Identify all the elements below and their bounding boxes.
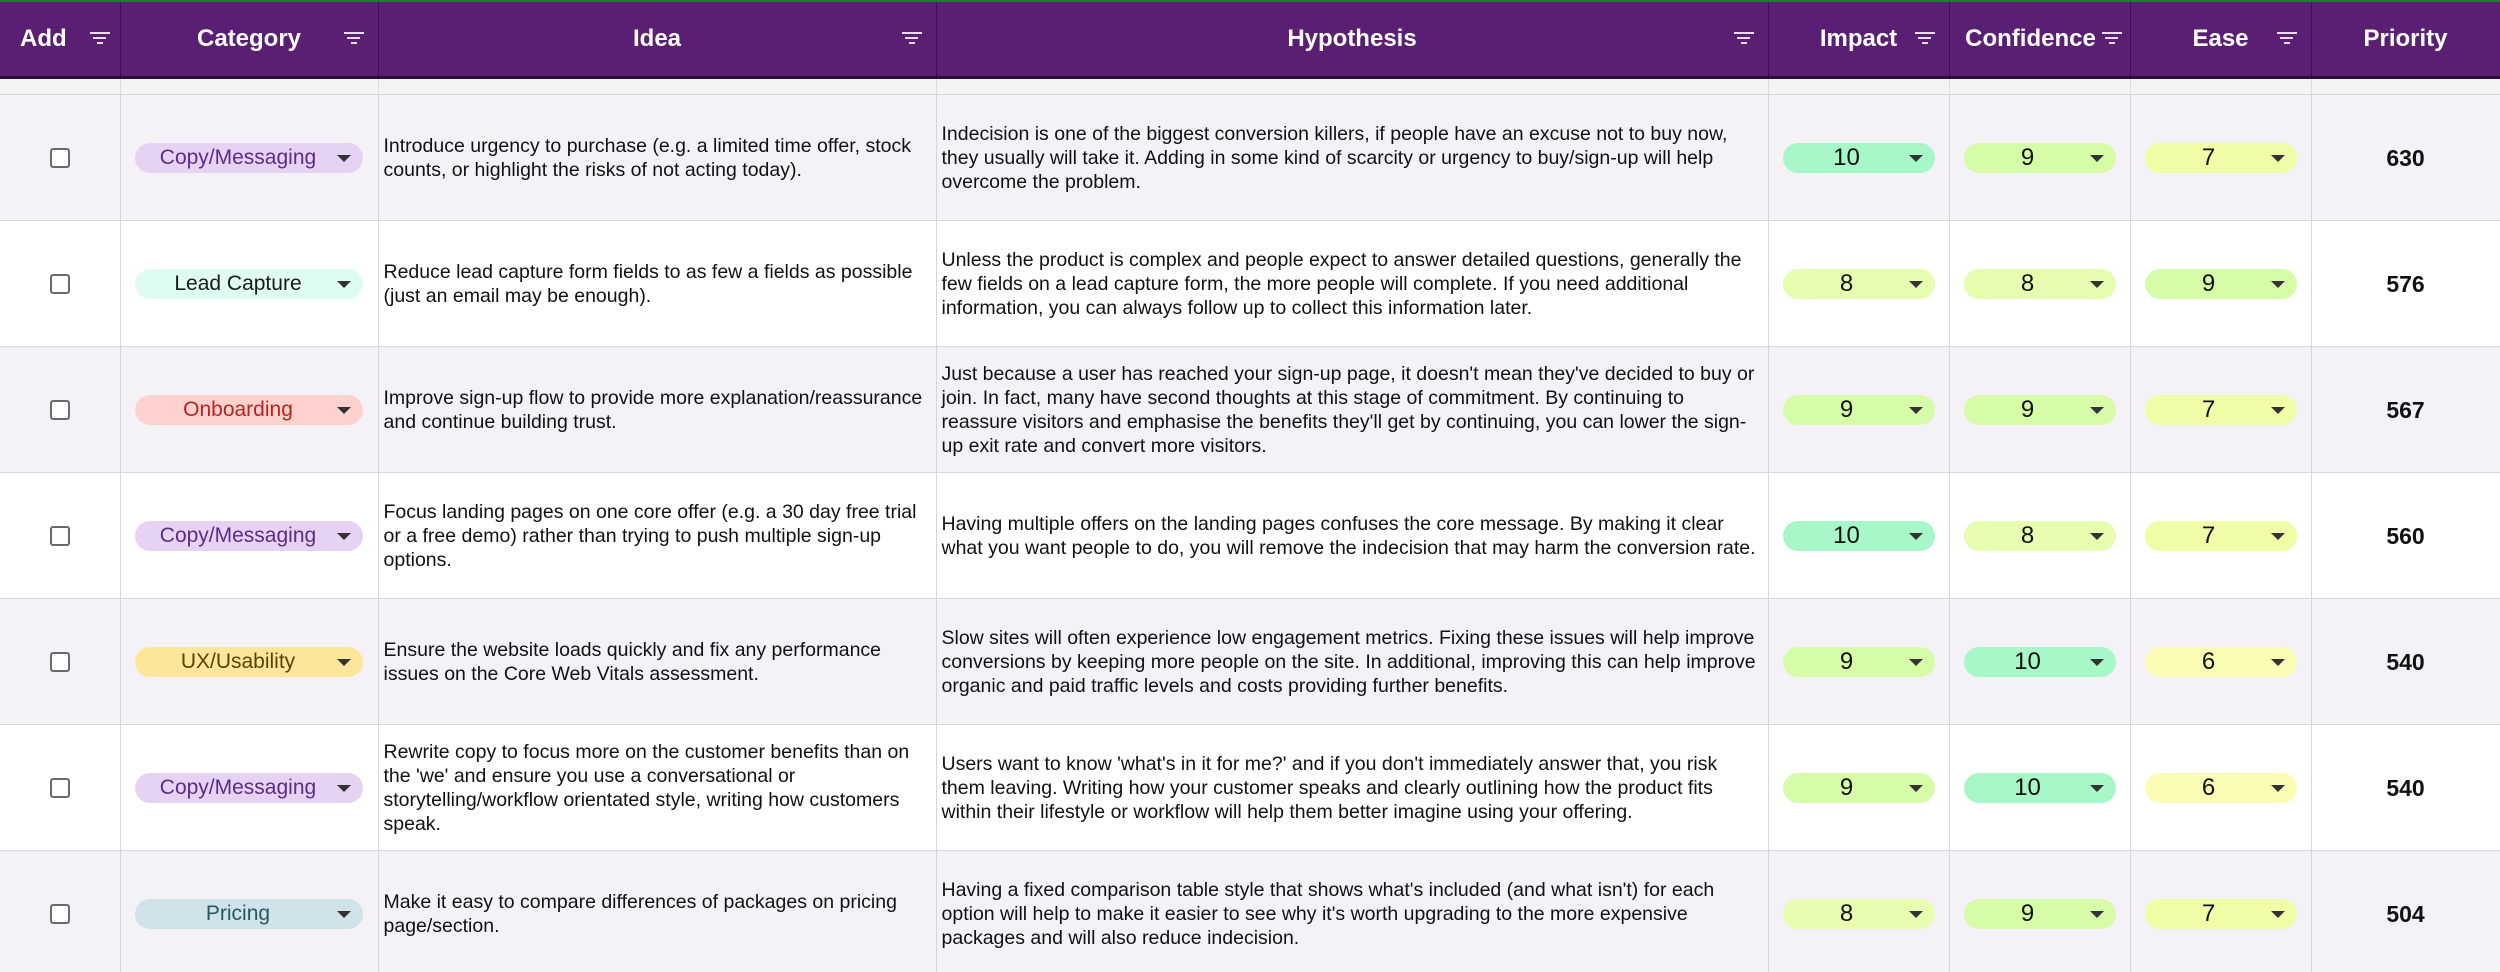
ease-value: 9 [2201, 269, 2216, 297]
chevron-down-icon [2271, 407, 2285, 414]
confidence-value: 10 [2014, 773, 2041, 801]
category-cell [120, 347, 378, 473]
add-checkbox[interactable] [50, 526, 70, 546]
hypothesis-cell[interactable] [936, 599, 1768, 725]
impact-dropdown[interactable] [1783, 521, 1935, 551]
add-cell [0, 473, 120, 599]
chevron-down-icon [2090, 155, 2104, 162]
add-cell [0, 725, 120, 851]
filter-icon[interactable] [1915, 32, 1935, 46]
priority-value: 504 [2386, 900, 2425, 927]
header-category-label: Category [196, 25, 302, 52]
chevron-down-icon [2271, 785, 2285, 792]
impact-value: 10 [1833, 521, 1860, 549]
category-label: Copy/Messaging [159, 775, 317, 799]
confidence-value: 8 [2020, 269, 2035, 297]
category-cell [120, 725, 378, 851]
confidence-cell [1949, 95, 2130, 221]
ease-dropdown[interactable] [2145, 395, 2297, 425]
hypothesis-cell[interactable] [936, 725, 1768, 851]
hypothesis-text: Slow sites will often experience low engagement metrics. Fixing these issues will help improve conversions by keeping more people on the site. In additional, improving this can help improve organic and paid traffic levels and costs providing further benefits. [941, 626, 1756, 697]
chevron-down-icon [2271, 155, 2285, 162]
header-hypothesis[interactable] [936, 2, 1768, 78]
chevron-down-icon [2090, 407, 2104, 414]
header-row [0, 2, 2500, 78]
confidence-dropdown[interactable] [1964, 899, 2116, 929]
chevron-down-icon [2090, 281, 2104, 288]
priority-cell [2311, 851, 2500, 972]
impact-dropdown[interactable] [1783, 899, 1935, 929]
header-confidence-label: Confidence [1965, 25, 2096, 52]
chevron-down-icon [2271, 659, 2285, 666]
confidence-cell [1949, 473, 2130, 599]
confidence-cell [1949, 725, 2130, 851]
ease-value: 7 [2201, 521, 2216, 549]
add-cell [0, 95, 120, 221]
ease-cell [2130, 473, 2311, 599]
idea-cell[interactable] [378, 95, 936, 221]
chevron-down-icon [1909, 659, 1923, 666]
chevron-down-icon [337, 533, 351, 540]
hypothesis-text: Users want to know 'what's in it for me?' and if you don't immediately answer that, you risk them leaving. Writing how your customer speaks and clearly outlining how the product fits within their lifestyle or workflow will help them better imagine using your offering. [941, 752, 1718, 823]
hypothesis-text: Indecision is one of the biggest conversion killers, if people have an excuse not to buy now, they usually will take it. Adding in some kind of scarcity or urgency to buy/sign-up will help overcome the problem. [941, 122, 1728, 193]
chevron-down-icon [1909, 533, 1923, 540]
hypothesis-cell[interactable] [936, 95, 1768, 221]
impact-value: 9 [1839, 647, 1854, 675]
table-row [0, 347, 2500, 473]
priority-value: 560 [2386, 522, 2425, 549]
idea-text: Focus landing pages on one core offer (e.g. a 30 day free trial or a free demo) rather than trying to push multiple sign-up options. [383, 500, 917, 571]
add-checkbox[interactable] [50, 274, 70, 294]
category-cell [120, 599, 378, 725]
header-idea[interactable] [378, 2, 936, 78]
chevron-down-icon [337, 659, 351, 666]
header-add-label: Add [20, 25, 67, 52]
ease-dropdown[interactable] [2145, 521, 2297, 551]
table-row [0, 851, 2500, 972]
idea-cell[interactable] [378, 221, 936, 347]
impact-cell [1768, 473, 1949, 599]
priority-value: 576 [2386, 270, 2425, 297]
filter-icon[interactable] [2102, 32, 2122, 46]
hypothesis-text: Having multiple offers on the landing pages confuses the core message. By making it clear what you want people to do, you will remove the indecision that may harm the conversion rate. [941, 512, 1756, 559]
header-impact[interactable] [1768, 2, 1949, 78]
impact-dropdown[interactable] [1783, 647, 1935, 677]
impact-value: 8 [1839, 899, 1854, 927]
chevron-down-icon [2271, 533, 2285, 540]
confidence-value: 10 [2014, 647, 2041, 675]
ease-dropdown[interactable] [2145, 899, 2297, 929]
category-label: UX/Usability [180, 649, 296, 673]
chevron-down-icon [1909, 155, 1923, 162]
chevron-down-icon [337, 155, 351, 162]
ideas-table [0, 2, 2500, 972]
add-cell [0, 599, 120, 725]
hypothesis-cell[interactable] [936, 347, 1768, 473]
chevron-down-icon [1909, 281, 1923, 288]
ease-dropdown[interactable] [2145, 647, 2297, 677]
ease-dropdown[interactable] [2145, 773, 2297, 803]
ease-value: 7 [2201, 395, 2216, 423]
table-row [0, 725, 2500, 851]
priority-cell [2311, 347, 2500, 473]
confidence-cell [1949, 221, 2130, 347]
chevron-down-icon [337, 911, 351, 918]
idea-cell[interactable] [378, 851, 936, 972]
category-dropdown[interactable] [135, 143, 363, 173]
priority-cell [2311, 725, 2500, 851]
ease-value: 7 [2201, 899, 2216, 927]
category-dropdown[interactable] [135, 521, 363, 551]
chevron-down-icon [1909, 911, 1923, 918]
confidence-cell [1949, 599, 2130, 725]
idea-text: Reduce lead capture form fields to as few a fields as possible (just an email may be enough). [383, 260, 913, 307]
category-dropdown[interactable] [135, 269, 363, 299]
confidence-value: 9 [2020, 143, 2035, 171]
chevron-down-icon [2271, 911, 2285, 918]
priority-cell [2311, 473, 2500, 599]
filter-icon[interactable] [2277, 32, 2297, 46]
confidence-dropdown[interactable] [1964, 521, 2116, 551]
impact-dropdown[interactable] [1783, 143, 1935, 173]
confidence-value: 8 [2020, 521, 2035, 549]
table-row [0, 95, 2500, 221]
hypothesis-cell[interactable] [936, 851, 1768, 972]
spacer-row [0, 78, 2500, 95]
idea-text: Make it easy to compare differences of packages on pricing page/section. [383, 890, 897, 937]
confidence-cell [1949, 347, 2130, 473]
ease-cell [2130, 725, 2311, 851]
impact-value: 10 [1833, 143, 1860, 171]
chevron-down-icon [2090, 785, 2104, 792]
add-checkbox[interactable] [50, 148, 70, 168]
priority-value: 540 [2386, 648, 2425, 675]
header-priority-label: Priority [2363, 25, 2448, 52]
add-checkbox[interactable] [50, 778, 70, 798]
chevron-down-icon [337, 281, 351, 288]
impact-cell [1768, 95, 1949, 221]
category-cell [120, 851, 378, 972]
ease-value: 6 [2201, 647, 2216, 675]
filter-icon[interactable] [902, 32, 922, 46]
header-add[interactable] [0, 2, 120, 78]
category-cell [120, 95, 378, 221]
ease-cell [2130, 347, 2311, 473]
table-row [0, 221, 2500, 347]
ease-dropdown[interactable] [2145, 269, 2297, 299]
table-row [0, 473, 2500, 599]
add-cell [0, 851, 120, 972]
idea-text: Improve sign-up flow to provide more explanation/reassurance and continue building trust. [383, 386, 923, 433]
chevron-down-icon [2271, 281, 2285, 288]
chevron-down-icon [1909, 785, 1923, 792]
chevron-down-icon [337, 407, 351, 414]
category-dropdown[interactable] [135, 773, 363, 803]
category-dropdown[interactable] [135, 899, 363, 929]
hypothesis-cell[interactable] [936, 221, 1768, 347]
hypothesis-text: Having a fixed comparison table style that shows what's included (and what isn't) for each option will help to make it easier to see why it's worth upgrading to the more expensive packages and will also reduce indecision. [941, 878, 1715, 949]
chevron-down-icon [2090, 659, 2104, 666]
hypothesis-cell[interactable] [936, 473, 1768, 599]
idea-cell[interactable] [378, 599, 936, 725]
idea-text: Introduce urgency to purchase (e.g. a limited time offer, stock counts, or highlight the risks of not acting today). [383, 134, 911, 181]
table-row [0, 599, 2500, 725]
priority-cell [2311, 599, 2500, 725]
confidence-dropdown[interactable] [1964, 647, 2116, 677]
idea-cell[interactable] [378, 725, 936, 851]
header-idea-label: Idea [632, 25, 682, 52]
confidence-dropdown[interactable] [1964, 773, 2116, 803]
idea-text: Rewrite copy to focus more on the customer benefits than on the 'we' and ensure you use a conversational or storytelling/workflow orientated style, writing how customers speak. [383, 740, 910, 835]
category-label: Copy/Messaging [159, 523, 317, 547]
chevron-down-icon [2090, 533, 2104, 540]
confidence-value: 9 [2020, 899, 2035, 927]
ease-cell [2130, 599, 2311, 725]
confidence-dropdown[interactable] [1964, 143, 2116, 173]
filter-icon[interactable] [90, 32, 110, 46]
impact-value: 9 [1839, 773, 1854, 801]
priority-value: 540 [2386, 774, 2425, 801]
header-priority[interactable] [2311, 2, 2500, 78]
priority-cell [2311, 221, 2500, 347]
priority-cell [2311, 95, 2500, 221]
impact-cell [1768, 347, 1949, 473]
ease-cell [2130, 221, 2311, 347]
add-checkbox[interactable] [50, 652, 70, 672]
impact-cell [1768, 221, 1949, 347]
confidence-value: 9 [2020, 395, 2035, 423]
add-checkbox[interactable] [50, 400, 70, 420]
hypothesis-text: Just because a user has reached your sign-up page, it doesn't mean they've decided to buy or join. In fact, many have second thoughts at this stage of commitment. By continuing to reassure visitors and emphasise the benefits they'll get by continuing, you can lower the sign-up exit rate and convert more visitors. [941, 362, 1755, 457]
idea-cell[interactable] [378, 473, 936, 599]
category-dropdown[interactable] [135, 647, 363, 677]
category-label: Lead Capture [174, 271, 302, 295]
add-cell [0, 347, 120, 473]
add-cell [0, 221, 120, 347]
header-ease-label: Ease [2192, 25, 2249, 52]
confidence-dropdown[interactable] [1964, 269, 2116, 299]
confidence-dropdown[interactable] [1964, 395, 2116, 425]
impact-dropdown[interactable] [1783, 395, 1935, 425]
impact-value: 9 [1839, 395, 1854, 423]
chevron-down-icon [2090, 911, 2104, 918]
category-dropdown[interactable] [135, 395, 363, 425]
idea-cell[interactable] [378, 347, 936, 473]
priority-value: 567 [2386, 396, 2425, 423]
header-hypothesis-label: Hypothesis [1287, 25, 1417, 52]
hypothesis-text: Unless the product is complex and people expect to answer detailed questions, generally the few fields on a lead capture form, the more people will complete. If you need additional information, you can always follow up to collect this information later. [941, 248, 1742, 319]
impact-dropdown[interactable] [1783, 773, 1935, 803]
idea-text: Ensure the website loads quickly and fix any performance issues on the Core Web Vitals assessment. [383, 638, 882, 685]
ease-cell [2130, 95, 2311, 221]
impact-cell [1768, 851, 1949, 972]
filter-icon[interactable] [1734, 32, 1754, 46]
header-confidence[interactable] [1949, 2, 2130, 78]
category-cell [120, 221, 378, 347]
add-checkbox[interactable] [50, 904, 70, 924]
impact-cell [1768, 725, 1949, 851]
chevron-down-icon [337, 785, 351, 792]
header-category[interactable] [120, 2, 378, 78]
ease-value: 7 [2201, 143, 2216, 171]
confidence-cell [1949, 851, 2130, 972]
impact-value: 8 [1839, 269, 1854, 297]
ease-dropdown[interactable] [2145, 143, 2297, 173]
category-cell [120, 473, 378, 599]
ease-cell [2130, 851, 2311, 972]
header-impact-label: Impact [1819, 25, 1898, 52]
ease-value: 6 [2201, 773, 2216, 801]
category-label: Pricing [205, 901, 271, 925]
category-label: Copy/Messaging [159, 145, 317, 169]
filter-icon[interactable] [344, 32, 364, 46]
impact-cell [1768, 599, 1949, 725]
impact-dropdown[interactable] [1783, 269, 1935, 299]
header-ease[interactable] [2130, 2, 2311, 78]
chevron-down-icon [1909, 407, 1923, 414]
priority-value: 630 [2386, 144, 2425, 171]
category-label: Onboarding [183, 397, 293, 421]
